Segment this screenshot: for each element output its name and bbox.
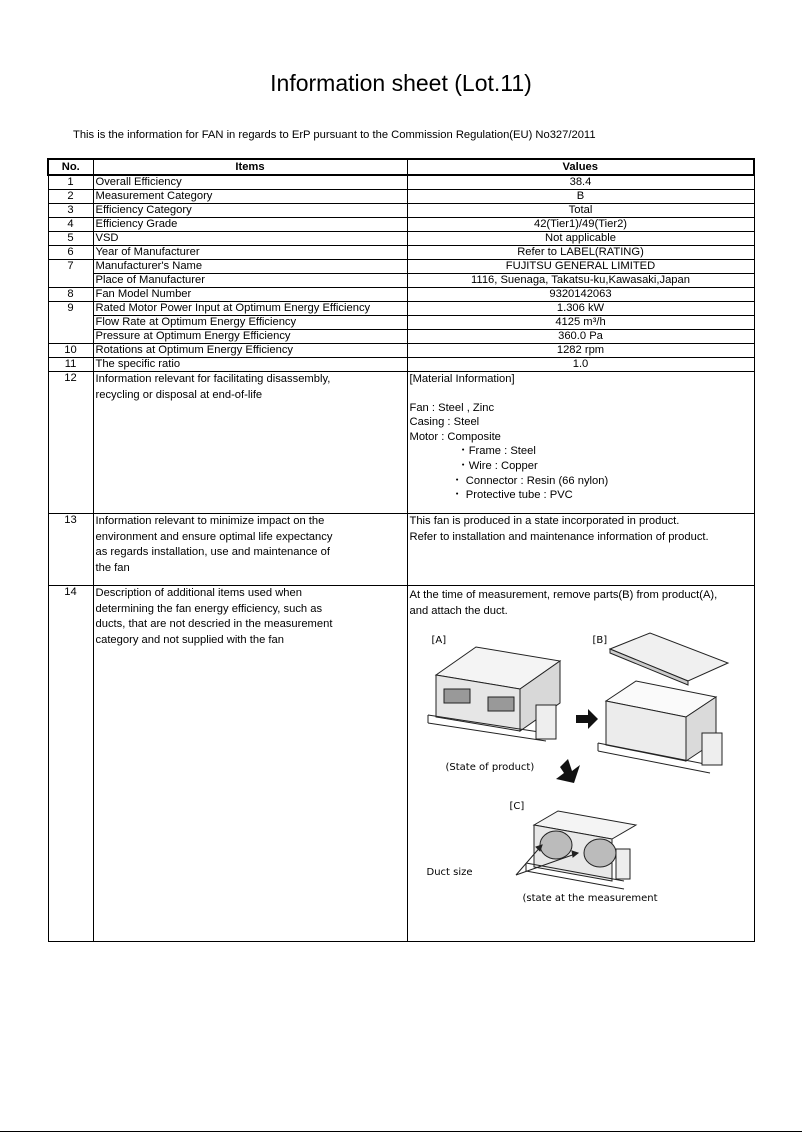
row-value: 42(Tier1)/49(Tier2) <box>407 218 754 232</box>
label-c: [C] <box>509 801 525 812</box>
row-no: 9 <box>48 302 93 344</box>
row-no: 4 <box>48 218 93 232</box>
row-item: Place of Manufacturer <box>93 274 407 288</box>
header-no: No. <box>48 159 93 175</box>
header-values: Values <box>407 159 754 175</box>
row-no: 6 <box>48 246 93 260</box>
product-open-illustration <box>598 681 722 773</box>
row-item <box>93 586 407 942</box>
table-row <box>48 358 754 372</box>
value-line: and attach the duct. <box>409 604 508 617</box>
item-line: as regards installation, use and maintenance of <box>95 546 330 558</box>
label-a: [A] <box>431 635 447 646</box>
row-no: 12 <box>48 372 93 514</box>
row-no: 8 <box>48 288 93 302</box>
diagram-drawing <box>410 619 755 919</box>
fan-assembly-illustration <box>526 811 636 889</box>
row-item: Fan Model Number <box>93 288 407 302</box>
intro-text: This is the information for FAN in regards to ErP pursuant to the Commission Regulation(EU) No327/2011 <box>73 129 596 141</box>
item-line: the fan <box>95 561 130 574</box>
material-fan: Fan : Steel , Zinc <box>409 401 495 414</box>
row-item: Year of Manufacturer <box>93 246 407 260</box>
row-value <box>407 514 754 586</box>
row-no: 14 <box>48 586 93 942</box>
product-a-illustration <box>428 647 560 741</box>
row-item: Flow Rate at Optimum Energy Efficiency <box>93 316 407 330</box>
value-line: At the time of measurement, remove parts(B) from product(A), <box>409 589 718 601</box>
material-casing: Casing : Steel <box>409 416 480 429</box>
table-row <box>48 288 754 302</box>
row-value: FUJITSU GENERAL LIMITED <box>407 260 754 274</box>
row-value <box>407 586 754 942</box>
header-items: Items <box>93 159 407 175</box>
row-no: 5 <box>48 232 93 246</box>
table-row <box>48 344 754 358</box>
material-connector: ・ Connector : Resin (66 nylon) <box>451 474 609 487</box>
value-line: This fan is produced in a state incorporated in product. <box>409 515 680 527</box>
row-item: Measurement Category <box>93 190 407 204</box>
row-value: 1116, Suenaga, Takatsu-ku,Kawasaki,Japan <box>407 274 754 288</box>
row-value: 1.0 <box>407 358 754 372</box>
row-value: Total <box>407 204 754 218</box>
item-line: category and not supplied with the fan <box>95 633 284 646</box>
row-value: Not applicable <box>407 232 754 246</box>
row-item: Rated Motor Power Input at Optimum Energy Efficiency <box>93 302 407 316</box>
material-frame: ・Frame : Steel <box>457 445 536 458</box>
row-no: 3 <box>48 204 93 218</box>
material-wire: ・Wire : Copper <box>457 459 538 472</box>
row-item <box>93 514 407 586</box>
row-item: The specific ratio <box>93 358 407 372</box>
row-item: VSD <box>93 232 407 246</box>
table-row <box>48 218 754 232</box>
table-row <box>48 246 754 260</box>
item-line: ducts, that are not descried in the measurement <box>95 618 333 630</box>
table-row <box>48 586 754 942</box>
row-item <box>93 372 407 514</box>
information-table <box>47 158 755 942</box>
table-row <box>48 260 754 274</box>
page-bottom-rule <box>0 1131 802 1132</box>
row-no: 1 <box>48 175 93 190</box>
table-row <box>48 372 754 514</box>
item-line: environment and ensure optimal life expectancy <box>95 530 333 543</box>
row-item: Efficiency Grade <box>93 218 407 232</box>
value-line: Refer to installation and maintenance information of product. <box>409 530 709 543</box>
table-row <box>48 190 754 204</box>
row-item: Efficiency Category <box>93 204 407 218</box>
row-item: Overall Efficiency <box>93 175 407 190</box>
row-value: 360.0 Pa <box>407 330 754 344</box>
item-line: determining the fan energy efficiency, such as <box>95 602 323 615</box>
row-no: 2 <box>48 190 93 204</box>
arrow-right-icon <box>576 709 598 729</box>
row-value: 38.4 <box>407 175 754 190</box>
duct-size-label: Duct size <box>426 867 473 878</box>
table-row <box>48 274 754 288</box>
material-tube: ・ Protective tube : PVC <box>451 489 573 502</box>
item-line: Description of additional items used when <box>95 587 302 599</box>
row-value: Refer to LABEL(RATING) <box>407 246 754 260</box>
material-header: [Material Information] <box>409 373 515 385</box>
table-row <box>48 232 754 246</box>
material-motor: Motor : Composite <box>409 430 501 443</box>
table-row <box>48 175 754 190</box>
row-item: Rotations at Optimum Energy Efficiency <box>93 344 407 358</box>
row-no: 7 <box>48 260 93 288</box>
table-row <box>48 204 754 218</box>
row-value: 9320142063 <box>407 288 754 302</box>
row-value: 1.306 kW <box>407 302 754 316</box>
row-item: Manufacturer's Name <box>93 260 407 274</box>
row-item: Pressure at Optimum Energy Efficiency <box>93 330 407 344</box>
arrow-down-icon <box>556 759 580 783</box>
table-row <box>48 330 754 344</box>
row-no: 13 <box>48 514 93 586</box>
table-row <box>48 514 754 586</box>
table-row <box>48 302 754 316</box>
page-title: Information sheet (Lot.11) <box>270 70 532 96</box>
row-value: B <box>407 190 754 204</box>
table-row <box>48 316 754 330</box>
part-b-illustration <box>610 633 728 685</box>
row-value: 1282 rpm <box>407 344 754 358</box>
row-value: 4125 m³/h <box>407 316 754 330</box>
item-line: Information relevant for facilitating disassembly, <box>95 373 331 385</box>
state-at-measurement-label: (state at the measurement <box>522 893 658 904</box>
row-no: 10 <box>48 344 93 358</box>
row-no: 11 <box>48 358 93 372</box>
item-line: Information relevant to minimize impact on the <box>95 515 325 527</box>
duct-diagram <box>410 619 755 919</box>
item-line: recycling or disposal at end-of-life <box>95 388 263 401</box>
material-information <box>407 372 754 514</box>
state-of-product-label: (State of product) <box>445 762 535 773</box>
label-b: [B] <box>592 635 608 646</box>
